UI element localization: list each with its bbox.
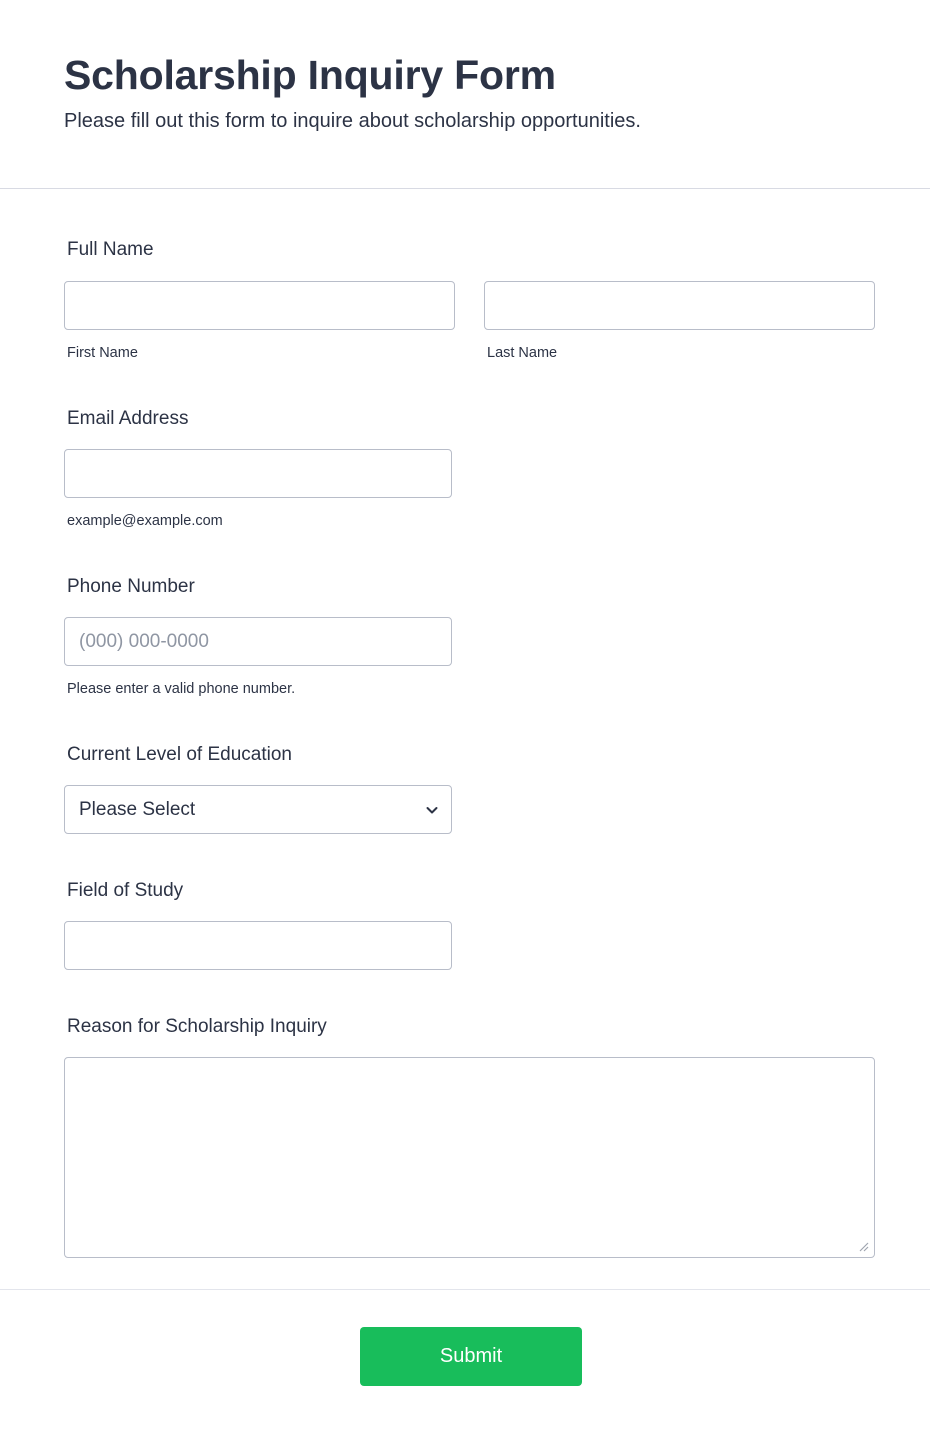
form-header bbox=[0, 0, 930, 189]
education-selected-value: Please Select bbox=[79, 799, 196, 820]
submit-button[interactable]: Submit bbox=[360, 1327, 582, 1386]
education-select[interactable] bbox=[64, 785, 452, 834]
last-name-input[interactable] bbox=[484, 281, 875, 330]
email-label: Email Address bbox=[67, 408, 189, 429]
phone-label: Phone Number bbox=[67, 576, 195, 597]
phone-input[interactable] bbox=[64, 617, 452, 666]
full-name-label: Full Name bbox=[67, 239, 154, 260]
email-input[interactable] bbox=[64, 449, 452, 498]
first-name-input[interactable] bbox=[64, 281, 455, 330]
field-of-study-label: Field of Study bbox=[67, 880, 184, 901]
field-of-study-input[interactable] bbox=[64, 921, 452, 970]
page-title: Scholarship Inquiry Form bbox=[64, 52, 556, 98]
email-sublabel: example@example.com bbox=[67, 513, 223, 529]
footer-divider bbox=[0, 1289, 930, 1290]
education-label: Current Level of Education bbox=[67, 744, 292, 765]
phone-sublabel: Please enter a valid phone number. bbox=[67, 681, 296, 697]
reason-label: Reason for Scholarship Inquiry bbox=[67, 1016, 327, 1037]
resize-handle-icon[interactable] bbox=[857, 1240, 869, 1252]
last-name-sublabel: Last Name bbox=[487, 345, 558, 361]
reason-textarea[interactable] bbox=[64, 1057, 875, 1258]
chevron-down-icon bbox=[425, 803, 439, 817]
page-subtitle: Please fill out this form to inquire about scholarship opportunities. bbox=[64, 110, 641, 132]
first-name-sublabel: First Name bbox=[67, 345, 138, 361]
